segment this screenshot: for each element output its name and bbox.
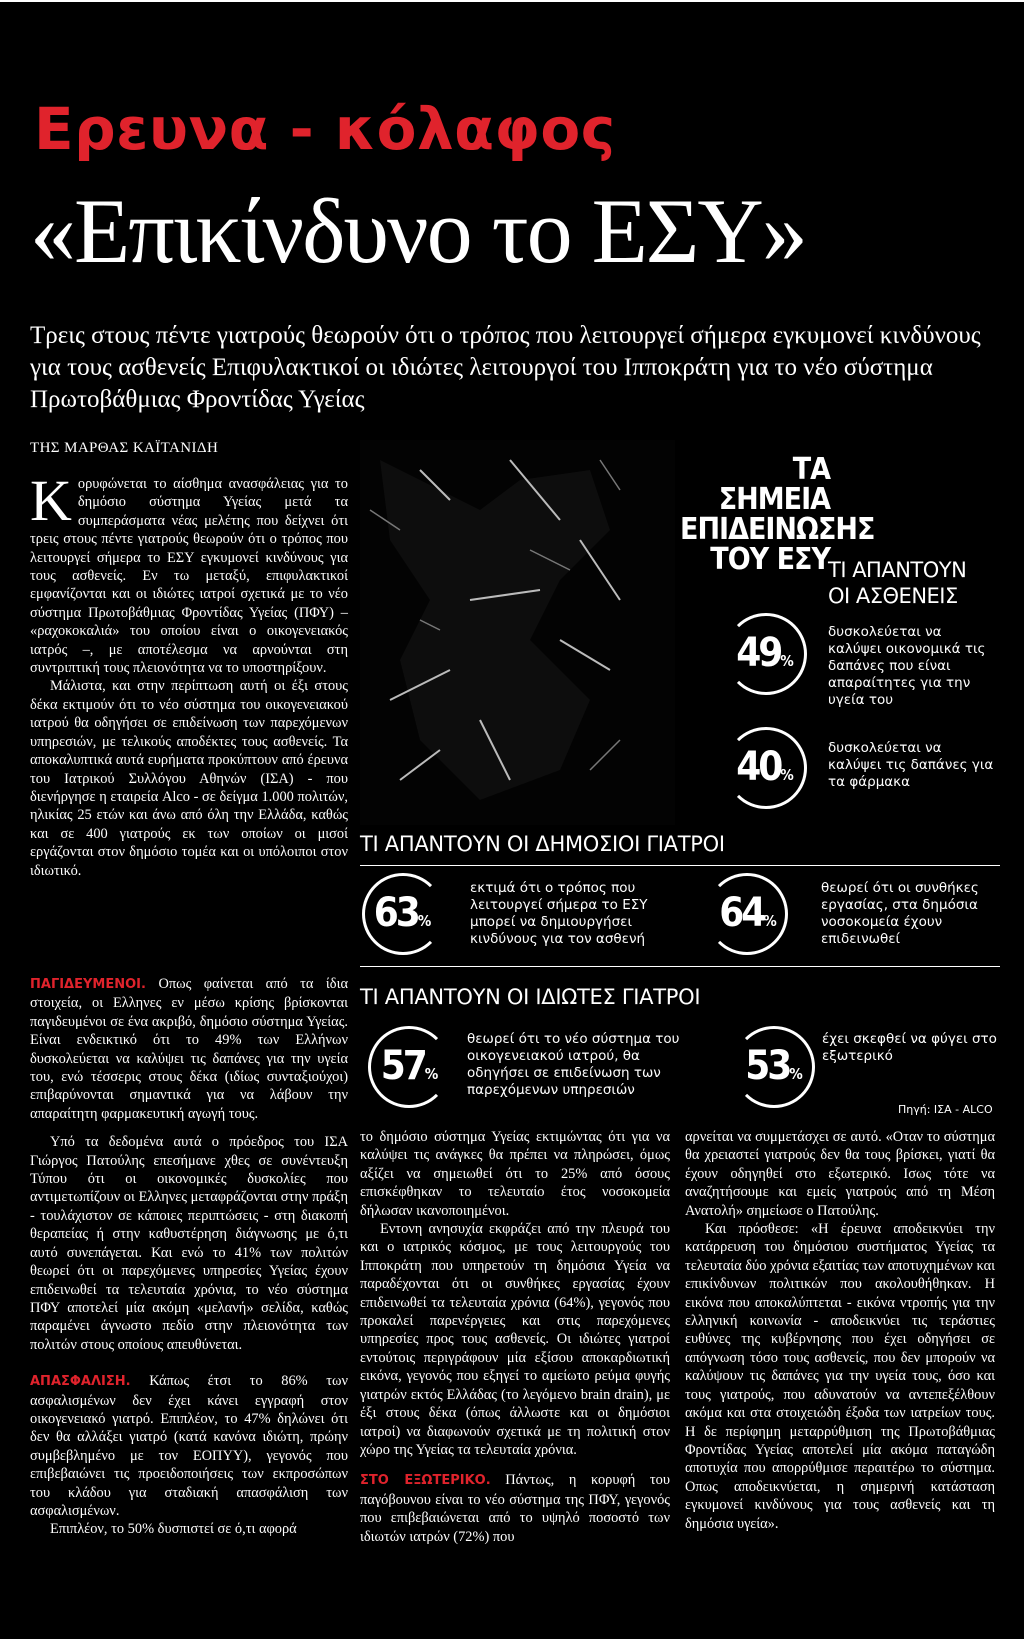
stat-text: θεωρεί ότι οι συνθήκες εργασίας, στα δημόσια νοσοκομεία έχουν επιδεινωθεί	[821, 880, 979, 947]
body-column-1-lower	[30, 975, 348, 1539]
percent-sign: %	[417, 912, 432, 930]
stat-value	[730, 630, 800, 676]
stat-value	[730, 744, 800, 790]
stat-text: δυσκολεύεται να καλύψει οικονομικά τις δαπάνες που είναι απαραίτητες για την υγεία του	[828, 624, 986, 708]
paragraph: ορυφώνεται το αίσθημα ανασφάλειας για το δημόσιο σύστημα Υγείας μετά τα συμπεράσματα νέας μελέτης που δείχνει ότι τρεις στους πέντε γιατρούς θεωρούν ότι ο τρόπος που λειτουργεί σήμερα το ΕΣΥ εγκυμονεί κινδύνους για τους ασθενείς. Εν τω μεταξύ, επιφυλακτικοί εμφανίζονται και οι ιδιώτες ιατροί σχετικά με το νέο σύστημα Πρωτοβάθμιας Φροντίδας Υγείας (ΠΦΥ) – «ραχοκοκαλιά» του οποίου είναι ο οικογενειακός ιατρός –, με αποτέλεσμα να αρνούνται στη συντριπτική τους πλειονότητα να το υποστηρίξουν.	[30, 476, 348, 677]
private-doctors-heading: ΤΙ ΑΠΑΝΤΟΥΝ ΟΙ ΙΔΙΩΤΕΣ ΓΙΑΤΡΟΙ	[360, 985, 701, 1009]
body-column-1-upper	[30, 468, 348, 880]
infographic-title-line: ΤΑ ΣΗΜΕΙΑ	[718, 452, 830, 517]
paragraph: Οπως φαίνεται από τα ίδια στοιχεία, οι Ελληνες εν μέσω κρίσης βρίσκονται παγιδευμένοι σε ένα ακριβό, δημόσιο σύστημα Υγείας. Είναι ενδεικτικό ότι το 49% των Ελλήνων δυσκολεύεται να καλύψει τις δαπάνες για την υγεία του, ενώ τέσσερις στους δέκα (ιδίως συνταξιούχοι) επιβαρύνονται σημαντικά για να λάβουν την απαραίτητη φαρμακευτική αγωγή τους.	[30, 976, 348, 1122]
subhead: ΑΠΑΣΦΑΛΙΣΗ.	[30, 1374, 131, 1390]
subhead: ΠΑΓΙΔΕΥΜΕΝΟΙ.	[30, 977, 146, 992]
doctor-silhouette-image	[360, 440, 675, 825]
source-note: Πηγή: ΙΣΑ - ALCO	[898, 1103, 993, 1116]
infographic-title-line: ΕΠΙΔΕΙΝΩΣΗΣ	[680, 512, 875, 547]
doctor-photo	[360, 440, 675, 825]
infographic-title	[680, 452, 875, 577]
paragraph: το δημόσιο σύστημα Υγείας εκτιμώντας ότι για να καλύψει τις ανάγκες θα πρέπει να πληρώσει, όμως αξίζει να σημειωθεί ότι το 25% από όσους επισκέφθηκαν το τελευταίο έτος νοσοκομεία δήλωσαν ικανοποιημένοι.	[360, 1129, 670, 1219]
percent-sign: %	[763, 912, 777, 930]
stat-number: 53	[745, 1043, 790, 1089]
byline: ΤΗΣ ΜΑΡΘΑΣ ΚΑΪΤΑΝΙΔΗ	[30, 440, 219, 456]
stat-number: 57	[380, 1043, 425, 1089]
percent-sign: %	[780, 766, 794, 784]
stat-value	[365, 890, 440, 936]
stat-value	[372, 1043, 447, 1089]
paragraph: Μάλιστα, και στην περίπτωση αυτή οι έξι στους δέκα εκτιμούν ότι το νέο σύστημα του οικογενειακού ιατρού θα οδηγήσει σε επιδείνωση των παρεχόμενων υπηρεσιών, με τελικούς αποδέκτες τους ασθενείς. Τα αποκαλυπτικά αυτά ευρήματα προκύπτουν από έρευνα του Ιατρικού Συλλόγου Αθηνών (ΙΣΑ) - που διενήργησε η εταιρεία Alco - σε δείγμα 1.000 πολιτών, ηλικίας 25 ετών και άνω από όλη την Ελλάδα, καθώς και σε 400 γιατρούς εκ των οποίων οι μισοί εργάζονται στον δημόσιο τομέα και οι υπόλοιποι στον ιδιωτικό.	[30, 678, 348, 879]
stat-value	[738, 1043, 810, 1089]
public-doctors-heading: ΤΙ ΑΠΑΝΤΟΥΝ ΟΙ ΔΗΜΟΣΙΟΙ ΓΙΑΤΡΟΙ	[360, 832, 725, 856]
infographic-title-line: ΤΟΥ ΕΣΥ	[710, 542, 830, 577]
paragraph: αρνείται να συμμετάσχει σε αυτό. «Οταν το σύστημα θα χρειαστεί γιατρούς δεν θα τους βρίσκει, γιατί θα έχουν οδηγηθεί στο εξωτερικό. Ισως τότε να αναζητήσουμε και εμείς γιατρούς από τη Μέση Ανατολή» σημείωσε ο Πατούλης.	[685, 1129, 995, 1219]
divider	[360, 966, 1000, 967]
body-column-3	[685, 1128, 995, 1533]
body-column-2	[360, 1128, 670, 1546]
paragraph: Εντονη ανησυχία εκφράζει από την πλευρά του και ο ιατρικός κόσμος, με τους λειτουργούς του Ιπποκράτη που υπηρετούν τη δημόσια Υγεία να παραδέχονται ότι οι συνθήκες εργασίας έχουν επιδεινωθεί τα τελευταία χρόνια (64%), γεγονός που προκαλεί παρενέργειες και στις παρεχόμενες υπηρεσίες προς τους ασθενείς. Οι ιδιώτες γιατροί εντούτοις περιγράφουν μία εξίσου αποκαρδιωτική εικόνα, γεγονός που εξηγεί το αμείωτο ρεύμα φυγής γιατρών εκτός Ελλάδας (το λεγόμενο brain drain), με έξι στους δέκα (όπως άλλωστε και οι δημόσιοι ιατροί) να διαφωνούν σχετικά με τη πολιτική στον χώρο της Υγείας τα τελευταία χρόνια.	[360, 1221, 670, 1458]
patients-heading-line: ΟΙ ΑΣΘΕΝΕΙΣ	[828, 584, 958, 608]
dropcap: Κ	[30, 468, 72, 533]
deck: Τρεις στους πέντε γιατρούς θεωρούν ότι ο τρόπος που λειτουργεί σήμερα εγκυμονεί κινδύνους για τους ασθενείς Επιφυλακτικοί οι ιδιώτες λειτουργοί του Ιπποκράτη για το νέο σύστημα Πρωτοβάθμιας Φροντίδας Υγείας	[30, 322, 981, 413]
paragraph: Πάντως, η κορυφή του παγόβουνου είναι το νέο σύστημα της ΠΦΥ, γεγονός που επιβεβαιώνεται από το υψηλό ποσοστό των ιδιωτών ιατρών (72%) που	[360, 1472, 670, 1545]
kicker: Ερευνα - κόλαφος	[34, 95, 616, 163]
paragraph: Κάπως έτσι το 86% των ασφαλισμένων δεν έχει κάνει εγγραφή στον οικογενειακό γιατρό. Επιπλέον, το 47% δηλώνει ότι δεν θα αλλάξει γιατρό (κατά κανόνα ιδιώτη, πρώην συμβεβλημένο με τον ΕΟΠΥΥ), γεγονός που επιβεβαιώνει τις προειδοποιήσεις των εκπροσώπων του κλάδου για σταδιακή απασφάλιση των ασφαλισμένων.	[30, 1373, 348, 1519]
patients-heading-line: ΤΙ ΑΠΑΝΤΟΥΝ	[828, 558, 967, 582]
headline: «Επικίνδυνο το ΕΣΥ»	[30, 180, 806, 282]
percent-sign: %	[780, 652, 794, 670]
divider	[360, 865, 1000, 866]
stat-text: δυσκολεύεται να καλύψει τις δαπάνες για τα φάρμακα	[828, 740, 994, 790]
stat-number: 64	[719, 890, 764, 936]
stat-number: 63	[373, 890, 418, 936]
stat-text: εκτιμά ότι ο τρόπος που λειτουργεί σήμερα το ΕΣΥ μπορεί να δημιουργήσει κινδύνους για τον ασθενή	[470, 880, 648, 947]
paragraph: Και πρόσθεσε: «Η έρευνα αποδεικνύει την κατάρρευση του δημόσιου συστήματος Υγείας τα τελευταία δύο χρόνια εξαιτίας των αποτυχημένων και επικίνδυνων πολιτικών που ακολουθήθηκαν. Η εικόνα που αποκαλύπτεται - εικόνα ντροπής για την ελληνική κοινωνία - αποδεικνύει τις τεράστιες ευθύνες της κυβέρνησης που έχει οδηγήσει σε απόγνωση τόσο τους ασθενείς, που δεν μπορούν να καλύψουν τις δαπάνες για την υγεία τους, όσο και τους γιατρούς, που αδυνατούν να αντεπεξέλθουν ακόμα και στα στοιχειώδη έξοδα των ιατρείων τους. Η δε περίφημη μεταρρύθμιση της Πρωτοβάθμιας Φροντίδας Υγείας αποτελεί μία ακόμα παταγώδη αποτυχία που απορρύθμισε περαιτέρω το σύστημα. Οπως αποδεικνύεται, η σημερινή κατάσταση εγκυμονεί κινδύνους για τους ασθενείς και τη δημόσια υγεία».	[685, 1221, 995, 1532]
patients-heading	[828, 557, 966, 609]
subhead: ΣΤΟ ΕΞΩΤΕΡΙΚΟ.	[360, 1473, 491, 1489]
paragraph: Επιπλέον, το 50% δυσπιστεί σε ό,τι αφορά	[50, 1521, 297, 1538]
stat-text: έχει σκεφθεί να φύγει στο εξωτερικό	[822, 1031, 997, 1064]
stat-number: 49	[736, 630, 781, 676]
percent-sign: %	[789, 1065, 803, 1083]
paragraph: Υπό τα δεδομένα αυτά ο πρόεδρος του ΙΣΑ Γιώργος Πατούλης επεσήμανε χθες σε συνέντευξη Τύπου ότι οι οικονομικές δυσκολίες που αντιμετωπίζουν οι Ελληνες μεταφράζονται στην πράξη - τουλάχιστον σε κάποιες περιπτώσεις - στη διακοπή θεραπείας ή στην καθυστέρηση διάγνωσης με ό,τι αυτό συνεπάγεται. Και ενώ το 41% των πολιτών θεωρεί ότι οι παρεχόμενες υπηρεσίες Υγείας έχουν επιδεινωθεί τα τελευταία χρόνια, το νέο σύστημα ΠΦΥ αποτελεί μία ακόμη «μελανή» σελίδα, καθώς παραμένει άγνωστο πεδίο στην πλειονότητα των πολιτών στους οποίους απευθύνεται.	[30, 1134, 348, 1353]
stat-text: θεωρεί ότι το νέο σύστημα του οικογενειακού ιατρού, θα οδηγήσει σε επιδείνωση των παρεχόμενων υπηρεσιών	[467, 1031, 680, 1098]
stat-number: 40	[736, 744, 781, 790]
percent-sign: %	[424, 1065, 439, 1083]
stat-value	[712, 890, 784, 936]
top-rule	[0, 0, 1024, 8]
